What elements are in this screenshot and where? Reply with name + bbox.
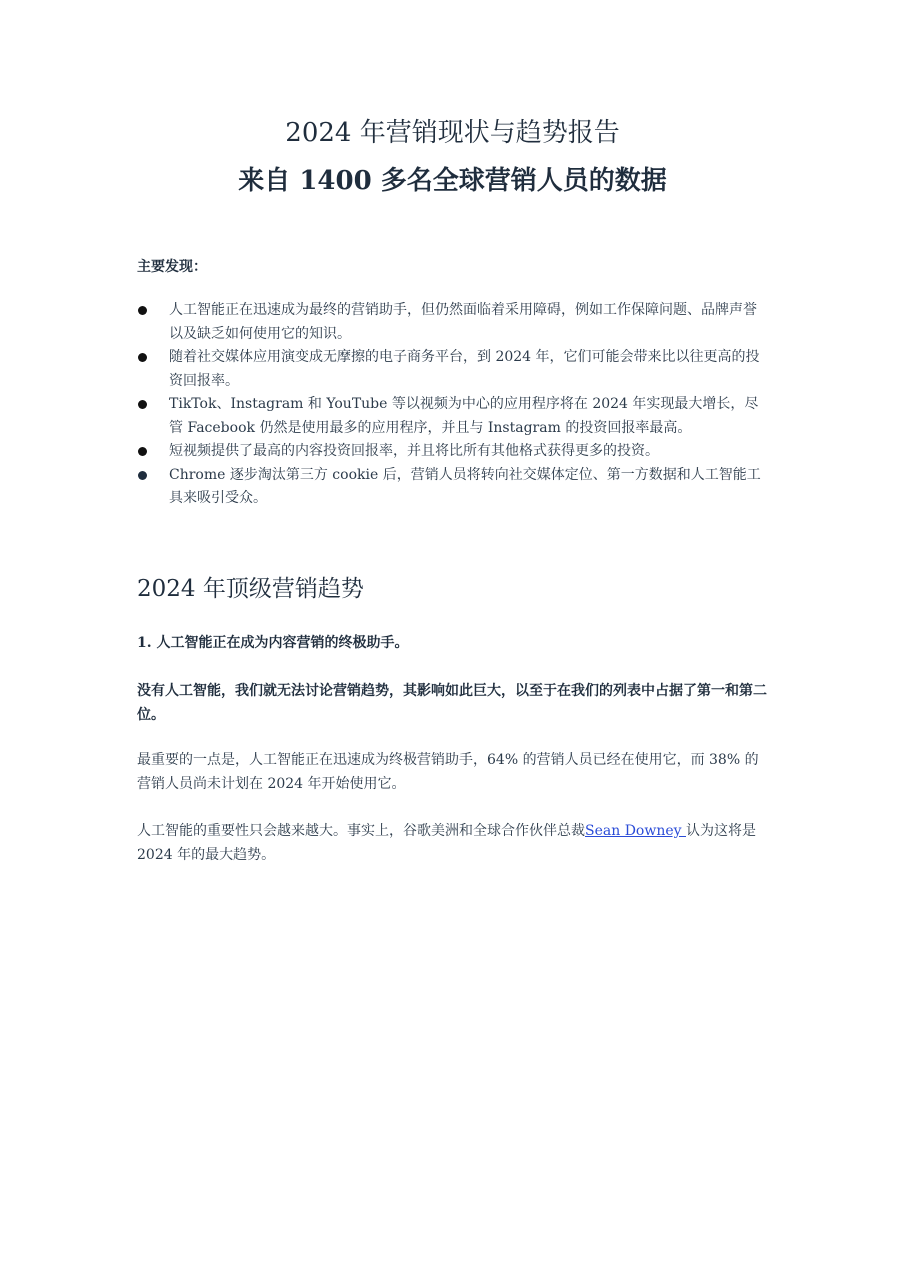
bullet-icon <box>138 306 147 315</box>
bullet-icon <box>138 353 147 362</box>
list-item <box>137 464 769 511</box>
report-subtitle: 来自 1400 多名全球营销人员的数据 <box>238 166 667 196</box>
section-heading: 2024 年顶级营销趋势 <box>137 576 364 602</box>
finding-text: TikTok、Instagram 和 YouTube 等以视频为中心的应用程序将在 2024 年实现最大增长，尽管 Facebook 仍然是使用最多的应用程序，并且与 Instagram 的投资回报率最高。 <box>169 396 759 436</box>
trend-intro-bold: 没有人工智能，我们就无法讨论营销趋势，其影响如此巨大，以至于在我们的列表中占据了第一和第二位。 <box>137 683 767 723</box>
body-paragraph-with-link <box>137 820 769 867</box>
bullet-icon <box>138 447 147 456</box>
finding-text: 人工智能正在迅速成为最终的营销助手，但仍然面临着采用障碍，例如工作保障问题、品牌声誉以及缺乏如何使用它的知识。 <box>169 302 757 342</box>
key-findings-label: 主要发现： <box>137 259 207 275</box>
bullet-icon <box>138 400 147 409</box>
list-item <box>137 346 769 393</box>
trend-heading: 1. 人工智能正在成为内容营销的终极助手。 <box>137 635 409 651</box>
paragraph-text: 人工智能的重要性只会越来越大。事实上，谷歌美洲和全球合作伙伴总裁 <box>137 823 585 839</box>
report-title: 2024 年营销现状与趋势报告 <box>285 118 620 148</box>
bullet-icon <box>138 471 147 480</box>
key-findings-list <box>137 299 769 511</box>
sean-downey-link[interactable]: Sean Downey <box>585 823 686 839</box>
paragraph-text: 认为这将是 2024 年的最大趋势。 <box>137 823 756 863</box>
body-paragraph: 最重要的一点是，人工智能正在迅速成为终极营销助手，64% 的营销人员已经在使用它，而 38% 的营销人员尚未计划在 2024 年开始使用它。 <box>137 752 759 792</box>
list-item <box>137 299 769 346</box>
finding-text: 随着社交媒体应用演变成无摩擦的电子商务平台，到 2024 年，它们可能会带来比以往更高的投资回报率。 <box>169 349 760 389</box>
finding-text: Chrome 逐步淘汰第三方 cookie 后，营销人员将转向社交媒体定位、第一方数据和人工智能工具来吸引受众。 <box>169 466 761 506</box>
list-item <box>137 440 769 464</box>
finding-text: 短视频提供了最高的内容投资回报率，并且将比所有其他格式获得更多的投资。 <box>169 443 659 459</box>
list-item <box>137 393 769 440</box>
